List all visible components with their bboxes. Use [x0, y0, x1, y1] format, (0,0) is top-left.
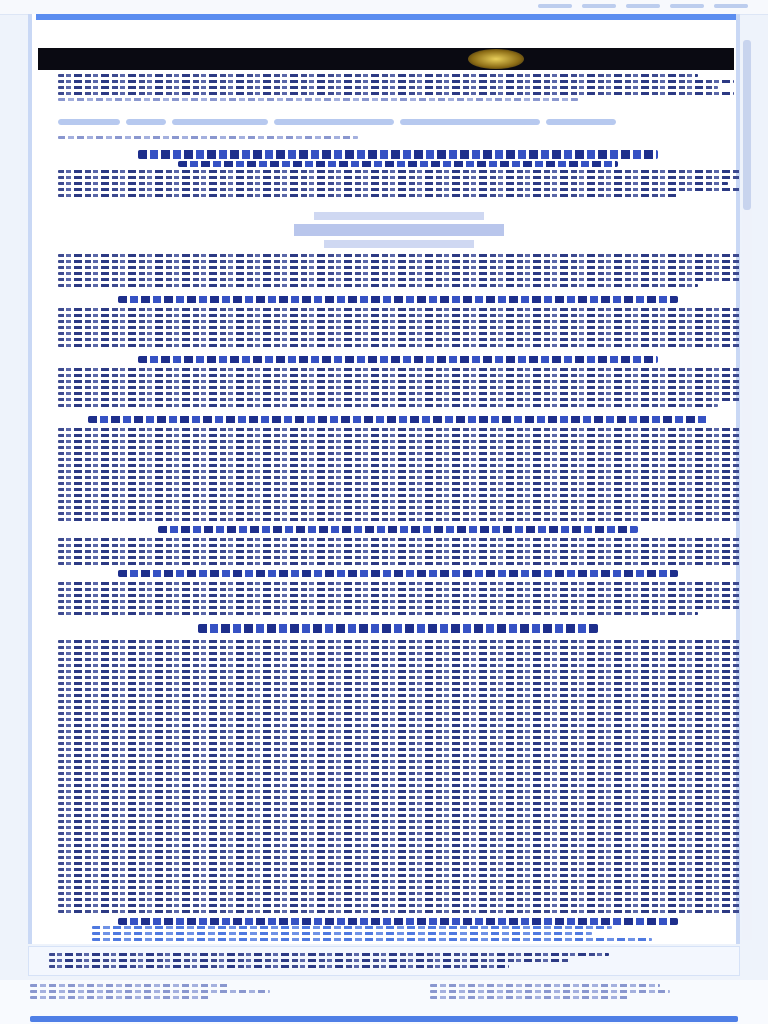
- paragraph: [58, 308, 740, 350]
- article-heading: [138, 150, 658, 168]
- nav-link[interactable]: [400, 119, 540, 125]
- footer-link[interactable]: [49, 959, 569, 962]
- top-nav-item[interactable]: [538, 4, 572, 8]
- nav-link[interactable]: [58, 119, 120, 125]
- section-heading: [118, 570, 678, 577]
- seal-emblem: [284, 210, 514, 252]
- intro-text: [58, 74, 734, 110]
- paragraph: [58, 538, 740, 568]
- nav-link[interactable]: [546, 119, 616, 125]
- nav-link[interactable]: [126, 119, 166, 125]
- footer-link[interactable]: [49, 953, 609, 956]
- paragraph: [58, 368, 740, 410]
- title-accent-bar: [36, 14, 736, 20]
- section-heading: [198, 624, 598, 633]
- section-heading: [118, 296, 678, 303]
- top-nav-item[interactable]: [626, 4, 660, 8]
- scrollbar[interactable]: [742, 40, 752, 940]
- section-nav: [58, 112, 734, 132]
- scrollbar-thumb[interactable]: [743, 40, 751, 210]
- related-link[interactable]: [92, 926, 612, 929]
- top-nav-item[interactable]: [582, 4, 616, 8]
- section-heading: [138, 356, 658, 363]
- footer-right: [430, 984, 670, 1014]
- breadcrumb[interactable]: [58, 136, 408, 146]
- header-banner: [38, 48, 734, 70]
- section-heading: [118, 918, 678, 925]
- paragraph: [58, 428, 740, 524]
- related-link[interactable]: [92, 938, 652, 941]
- top-nav: [538, 0, 748, 8]
- footer-link[interactable]: [49, 965, 509, 968]
- related-link[interactable]: [92, 932, 592, 935]
- article-body: [58, 146, 740, 926]
- nav-link[interactable]: [274, 119, 394, 125]
- gold-emblem-icon: [468, 49, 524, 69]
- top-nav-item[interactable]: [714, 4, 748, 8]
- page-frame: [28, 14, 740, 944]
- paragraph: [58, 254, 740, 290]
- section-heading: [158, 526, 638, 533]
- top-nav-item[interactable]: [670, 4, 704, 8]
- footer-left: [30, 984, 310, 1014]
- paragraph: [58, 582, 740, 618]
- paragraph: [58, 170, 740, 200]
- footer-bar: [30, 1016, 738, 1022]
- section-heading: [88, 416, 708, 423]
- paragraph: [58, 640, 740, 916]
- footer-links: [28, 946, 740, 976]
- nav-link[interactable]: [172, 119, 268, 125]
- page-title: [152, 22, 622, 46]
- top-bar: [0, 0, 768, 15]
